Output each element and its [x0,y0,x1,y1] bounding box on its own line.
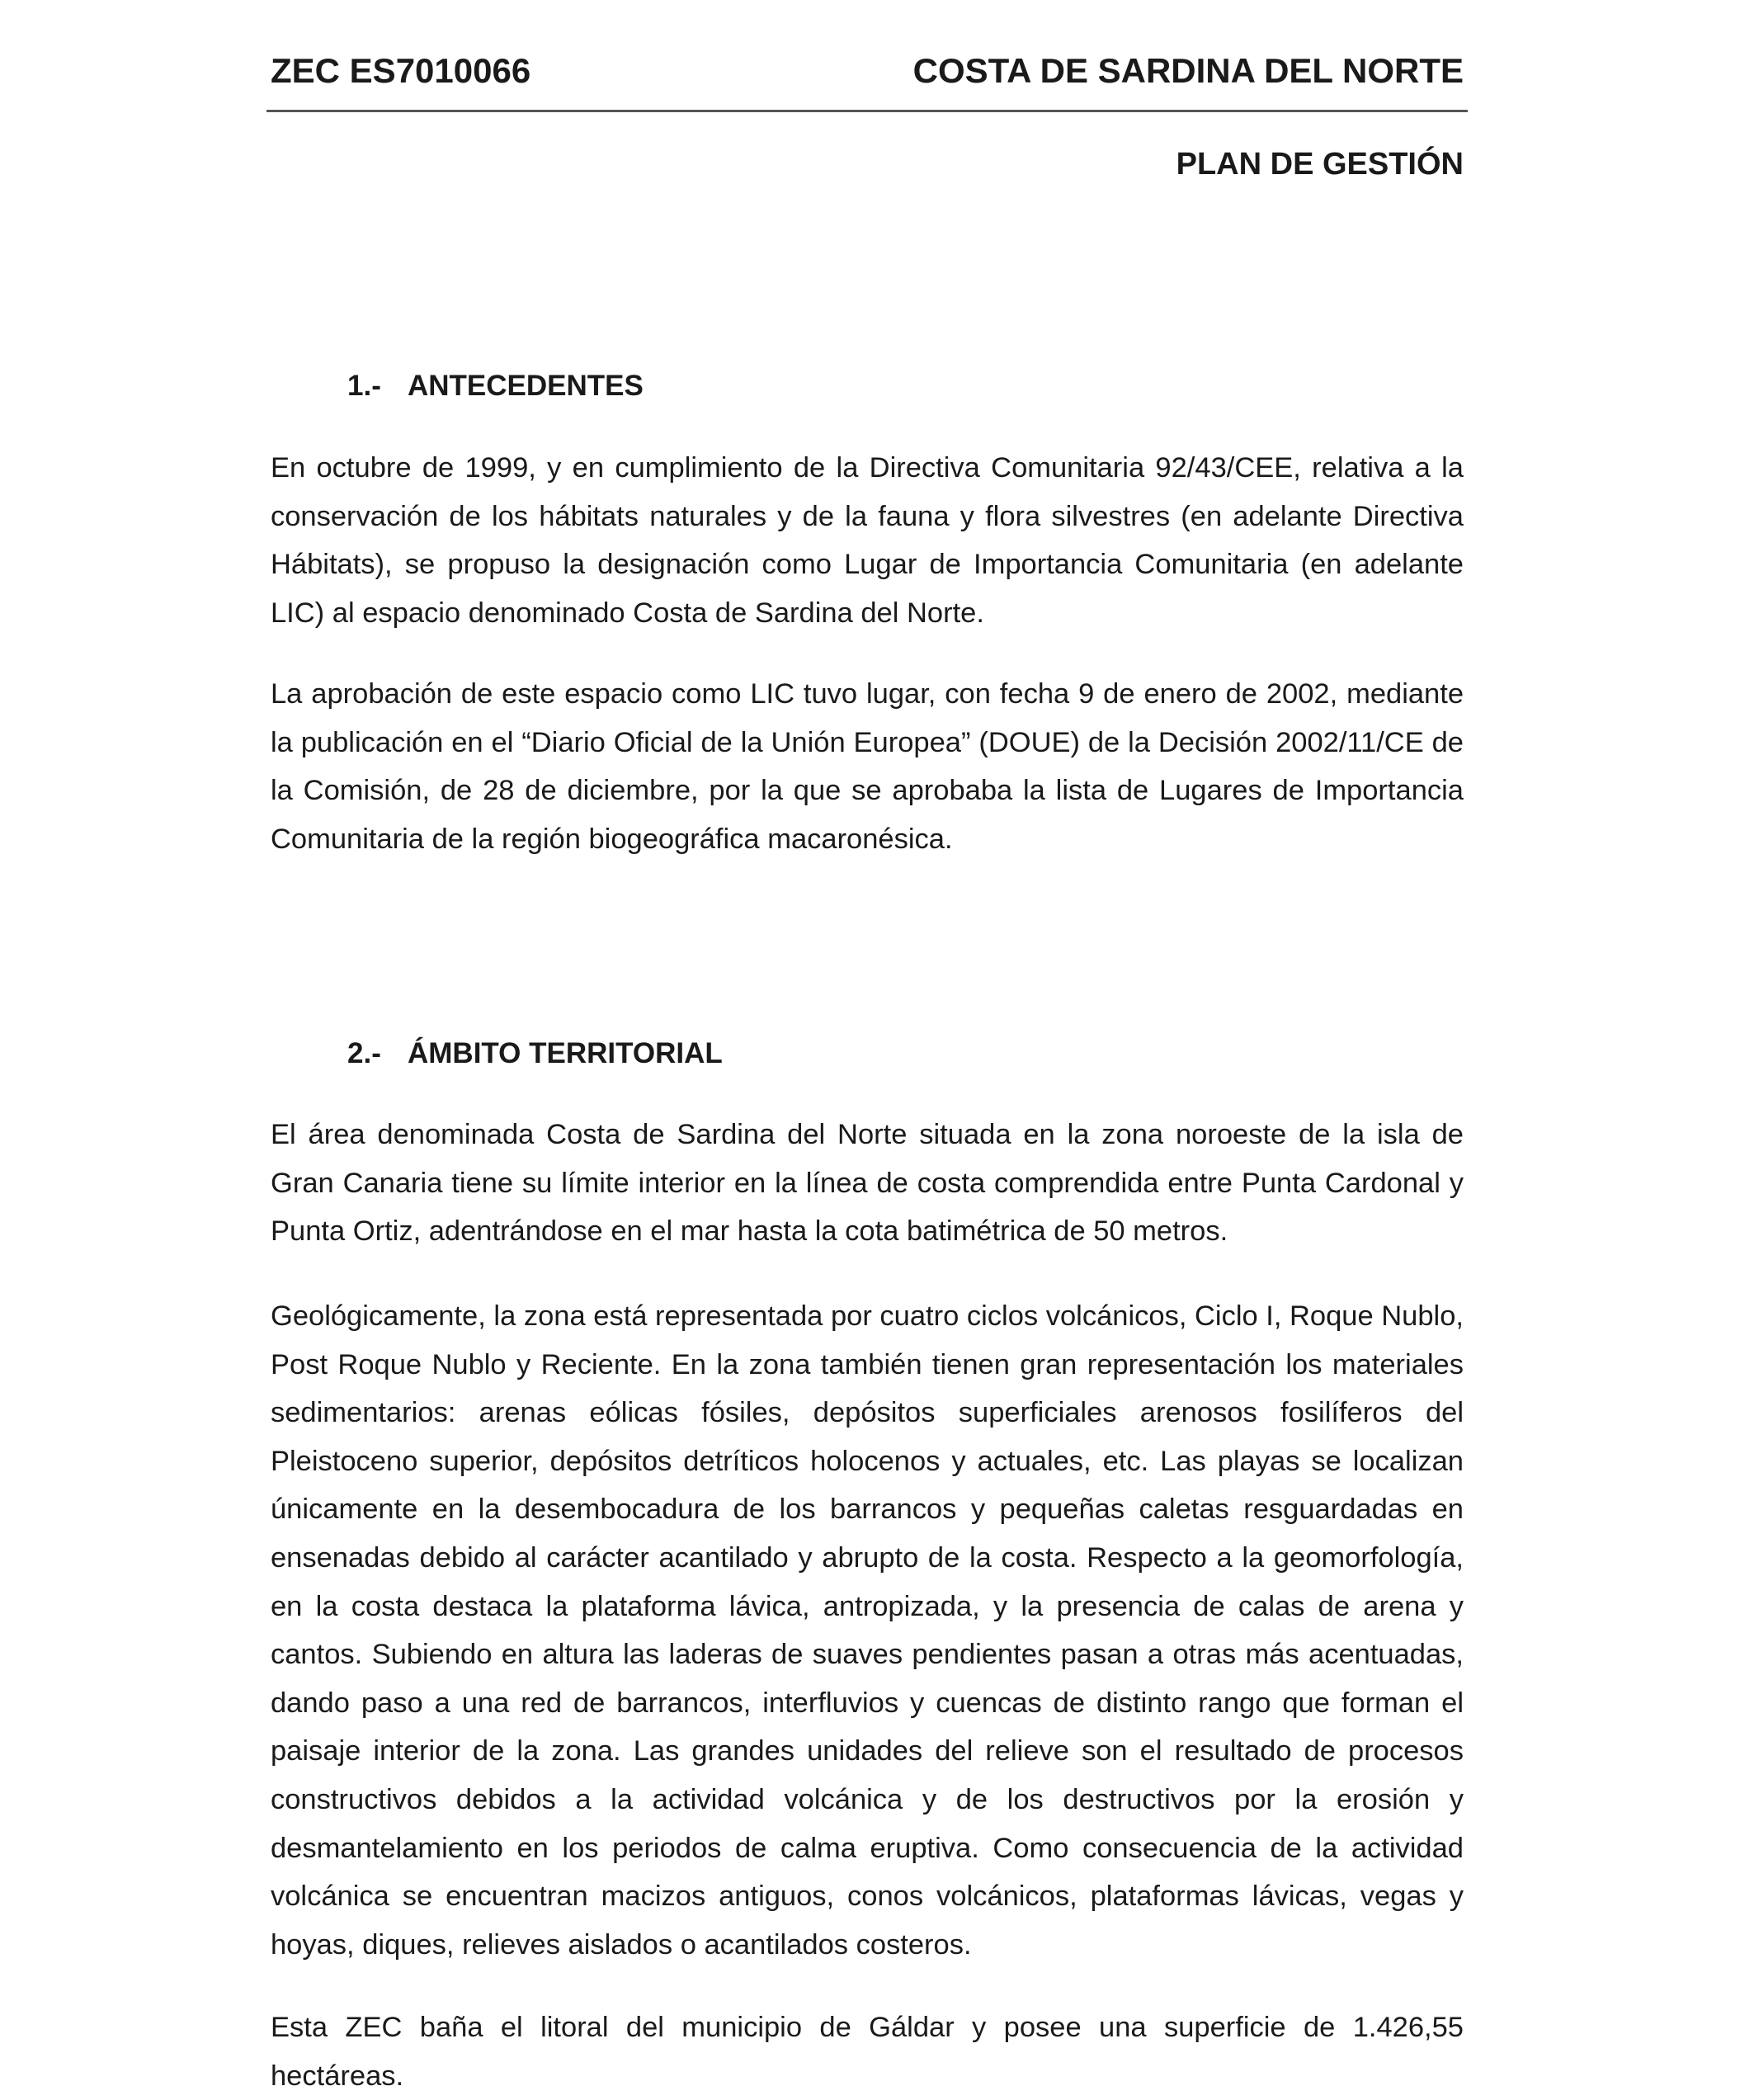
section-title: ANTECEDENTES [408,370,644,402]
section-number: 1.- [347,370,381,402]
site-code: ZEC ES7010066 [271,51,531,90]
site-name: COSTA DE SARDINA DEL NORTE [912,51,1464,90]
section-number: 2.- [347,1037,381,1069]
header-divider [266,110,1468,112]
page-header [271,48,1464,94]
section-title: ÁMBITO TERRITORIAL [408,1037,723,1069]
document-type: PLAN DE GESTIÓN [1176,147,1464,182]
paragraph: Geológicamente, la zona está representada por cuatro ciclos volcánicos, Ciclo I, Roque Nublo, Post Roque Nublo y Reciente. En la zona también tienen gran representación los materiales sedimentarios: arenas eólicas fósiles, depósitos superficiales arenosos fosilíferos del Pleistoceno superior, depósitos detríticos holocenos y actuales, etc. Las playas se localizan únicamente en la desembocadura de los barrancos y pequeñas caletas resguardadas en ensenadas debido al carácter acantilado y abrupto de la costa. Respecto a la geomorfología, en la costa destaca la plataforma lávica, antropizada, y la presencia de calas de arena y cantos. Subiendo en altura las laderas de suaves pendientes pasan a otras más acentuadas, dando paso a una red de barrancos, interfluvios y cuencas de distinto rango que forman el paisaje interior de la zona. Las grandes unidades del relieve son el resultado de procesos constructivos debidos a la actividad volcánica y de los destructivos por la erosión y desmantelamiento en los periodos de calma eruptiva. Como consecuencia de la actividad volcánica se encuentran macizos antiguos, conos volcánicos, plataformas lávicas, vegas y hoyas, diques, relieves aislados o acantilados costeros. [271,1300,1464,1961]
paragraph: La aprobación de este espacio como LIC tuvo lugar, con fecha 9 de enero de 2002, mediante la publicación en el “Diario Oficial de la Unión Europea” (DOUE) de la Decisión 2002/11/CE de la Comisión, de 28 de diciembre, por la que se aprobaba la lista de Lugares de Importancia Comunitaria de la región biogeográfica macaronésica. [271,678,1464,855]
section-heading-antecedentes [347,367,644,405]
section-heading-ambito-territorial [347,1035,723,1073]
paragraph: En octubre de 1999, y en cumplimiento de la Directiva Comunitaria 92/43/CEE, relativa a la conservación de los hábitats naturales y de la fauna y flora silvestres (en adelante Directiva Hábitats), se propuso la designación como Lugar de Importancia Comunitaria (en adelante LIC) al espacio denominado Costa de Sardina del Norte. [271,452,1464,629]
paragraph: Esta ZEC baña el litoral del municipio de Gáldar y posee una superficie de 1.426,55 hectáreas. [271,2012,1464,2092]
paragraph: El área denominada Costa de Sardina del Norte situada en la zona noroeste de la isla de Gran Canaria tiene su límite interior en la línea de costa comprendida entre Punta Cardonal y Punta Ortiz, adentrándose en el mar hasta la cota batimétrica de 50 metros. [271,1119,1464,1248]
